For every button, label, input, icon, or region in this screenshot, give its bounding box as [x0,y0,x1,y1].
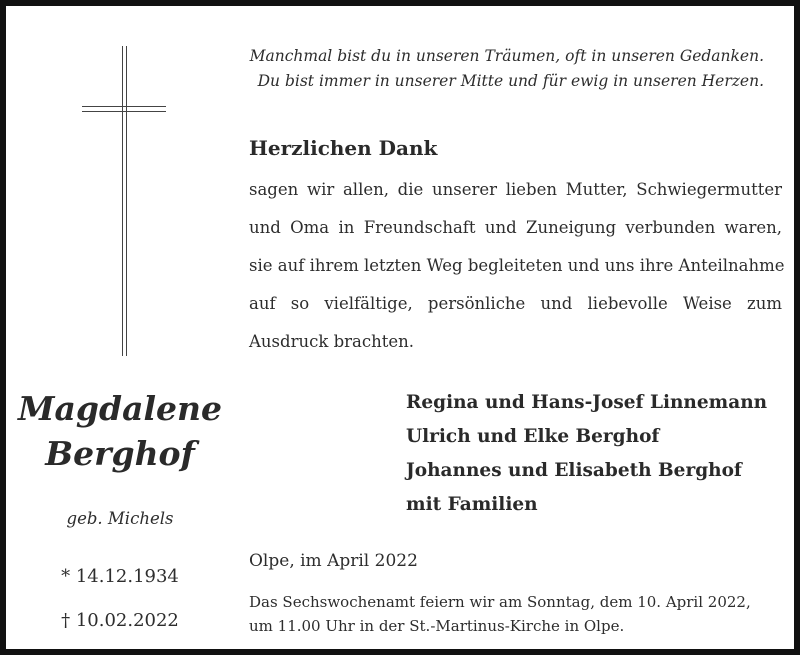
family-signatures [406,386,767,522]
family-line: Regina und Hans-Josef Linnemann [406,392,768,413]
thanks-text [249,171,785,361]
quote-line: Manchmal bist du in unseren Träumen, oft in unseren Gedanken. [249,47,764,65]
memorial-quote [250,44,764,94]
thanks-line: und Oma in Freundschaft und Zuneigung verbunden waren, [249,218,782,237]
place-date: Olpe, im April 2022 [249,551,418,571]
service-line: um 11.00 Uhr in der St.-Martinus-Kirche in Olpe. [249,617,625,635]
cross-vertical-bar [122,46,127,356]
service-line: Das Sechswochenamt feiern wir am Sonntag, dem 10. April 2022, [249,593,751,611]
birth-date: * 14.12.1934 [61,566,179,587]
family-line: mit Familien [406,494,538,515]
thanks-line: Ausdruck brachten. [249,332,414,351]
death-date: † 10.02.2022 [61,610,179,631]
thanks-title: Herzlichen Dank [249,136,438,160]
deceased-name [16,386,224,476]
deceased-first-name: Magdalene [18,389,222,428]
thanks-line: auf so vielfältige, persönliche und liebevolle Weise zum [249,294,782,313]
family-line: Johannes und Elisabeth Berghof [406,460,742,481]
thanks-line: sagen wir allen, die unserer lieben Mutter, Schwiegermutter [249,180,782,199]
family-line: Ulrich und Elke Berghof [406,426,660,447]
service-notice [249,590,751,638]
cross-horizontal-bar [82,106,166,112]
quote-line: Du bist immer in unserer Mitte und für ewig in unseren Herzen. [257,72,764,90]
maiden-name: geb. Michels [66,509,174,528]
deceased-last-name: Berghof [45,434,195,473]
thanks-line: sie auf ihrem letzten Weg begleiteten und uns ihre Anteilnahme [249,256,785,275]
